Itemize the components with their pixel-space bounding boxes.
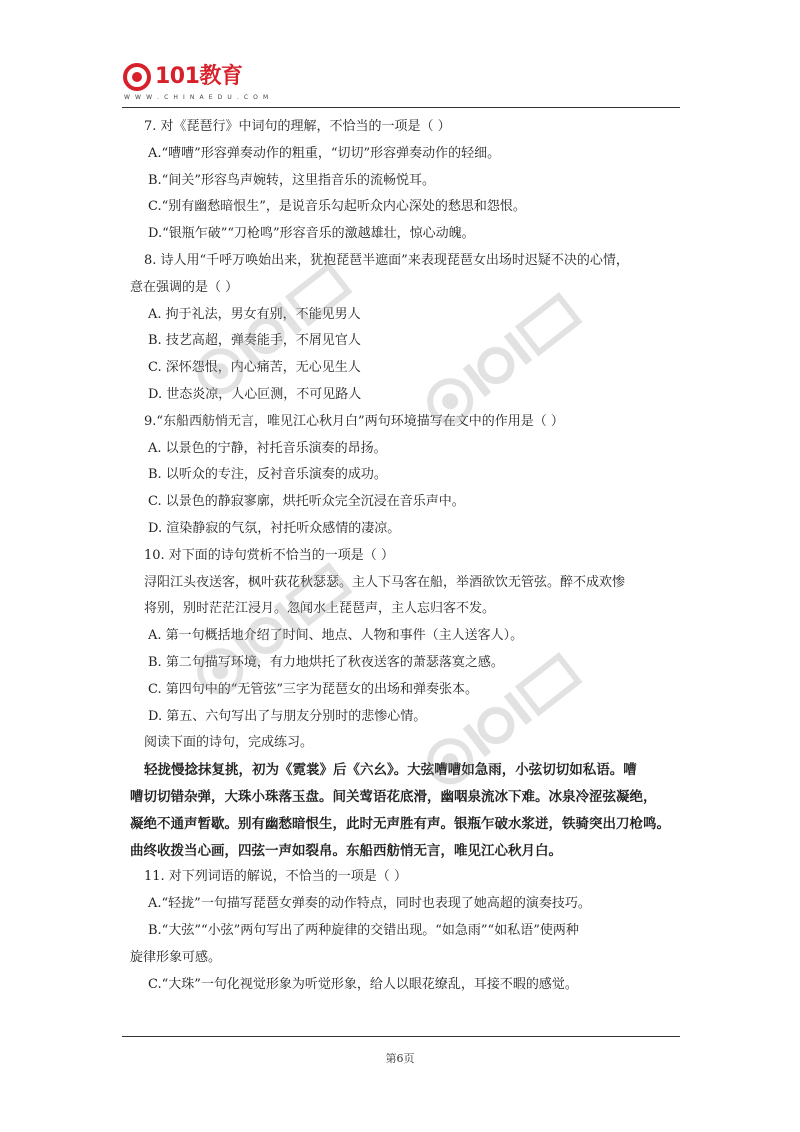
text-line: A. 以景色的宁静，衬托音乐演奏的昂扬。 [148, 440, 387, 456]
text-line: 阅读下面的诗句，完成练习。 [144, 735, 314, 751]
page-number: 第6页 [385, 1052, 415, 1065]
text-line: C.“大珠”一句化视觉形象为听觉形象，给人以眼花缭乱，耳接不暇的感觉。 [148, 976, 578, 992]
text-line: D. 渲染静寂的气氛，衬托听众感情的凄凉。 [148, 520, 401, 536]
text-line: 7. 对《琵琶行》中词句的理解，不恰当的一项是（ ） [144, 119, 451, 134]
text-line: D. 第五、六句写出了与朋友分别时的悲惨心情。 [148, 708, 427, 724]
text-line: 8. 诗人用“千呼万唤始出来，犹抱琵琶半遮面”来表现琵琶女出场时迟疑不决的心情， [144, 252, 629, 268]
text-line: A.“嘈嘈”形容弹奏动作的粗重，“切切”形容弹奏动作的轻细。 [148, 145, 501, 161]
text-line: 嘈切切错杂弹，大珠小珠落玉盘。间关莺语花底滑，幽咽泉流冰下难。冰泉冷涩弦凝绝， [130, 788, 657, 805]
text-line: A. 第一句概括地介绍了时间、地点、人物和事件（主人送客人）。 [148, 628, 524, 644]
text-line: C. 以景色的静寂寥廓，烘托听众完全沉浸在音乐声中。 [148, 494, 465, 510]
text-line: 将别，别时茫茫江浸月。忽闻水上琵琶声，主人忘归客不发。 [144, 601, 496, 617]
text-line: 意在强调的是（ ） [130, 279, 239, 295]
text-line: 10. 对下面的诗句赏析不恰当的一项是（ ） [144, 547, 394, 563]
text-line: A. 拘于礼法，男女有别，不能见男人 [148, 306, 361, 322]
text-line: 轻拢慢捻抹复挑，初为《霓裳》后《六幺》。大弦嘈嘈如急雨，小弦切切如私语。嘈 [144, 762, 637, 779]
exam-content [130, 114, 678, 998]
text-line: B. 以听众的专注，反衬音乐演奏的成功。 [148, 467, 387, 483]
text-line: A.“轻拢”一句描写琵琶女弹奏的动作特点，同时也表现了她高超的演奏技巧。 [148, 896, 591, 912]
text-line: D. 世态炎凉，人心叵测，不可见路人 [148, 386, 362, 402]
brand-logo [122, 62, 322, 104]
text-line: B. 第二句描写环境，有力地烘托了秋夜送客的萧瑟落寞之感。 [148, 654, 504, 670]
logo-text: 101教育 [155, 64, 243, 89]
text-line: C.“别有幽愁暗恨生”，是说音乐勾起听众内心深处的愁思和怨恨。 [148, 199, 526, 215]
logo-url: W W W . C H I N A E D U . C O M [124, 94, 270, 101]
text-line: B.“大弦”“小弦”两句写出了两种旋律的交错出现。“如急雨”“如私语”使两种 [148, 922, 579, 938]
footer-divider [122, 1036, 680, 1037]
header-divider [122, 107, 680, 108]
text-line: 旋律形象可感。 [130, 949, 222, 965]
text-line: C. 深怀怨恨，内心痛苦，无心见生人 [148, 360, 361, 376]
logo-mark-icon [122, 62, 152, 92]
text-line: C. 第四句中的“无管弦”三字为琵琶女的出场和弹奏张本。 [148, 681, 479, 697]
text-line: B. 技艺高超，弹奏能手，不屑见官人 [148, 333, 361, 349]
text-line: 11. 对下列词语的解说，不恰当的一项是（ ） [144, 869, 407, 885]
text-line: 凝绝不通声暂歇。别有幽愁暗恨生，此时无声胜有声。银瓶乍破水浆迸，铁骑突出刀枪鸣。 [130, 815, 670, 832]
text-line: 曲终收拨当心画，四弦一声如裂帛。东船西舫悄无言，唯见江心秋月白。 [130, 842, 562, 859]
text-line: B.“间关”形容鸟声婉转，这里指音乐的流畅悦耳。 [148, 172, 435, 188]
text-line: 浔阳江头夜送客，枫叶荻花秋瑟瑟。主人下马客在船，举酒欲饮无管弦。醉不成欢惨 [144, 574, 626, 590]
text-line: D.“银瓶乍破”“刀枪鸣”形容音乐的激越雄壮，惊心动魄。 [148, 226, 475, 242]
text-line: 9.“东船西舫悄无言，唯见江心秋月白”两句环境描写在文中的作用是（ ） [144, 413, 564, 429]
